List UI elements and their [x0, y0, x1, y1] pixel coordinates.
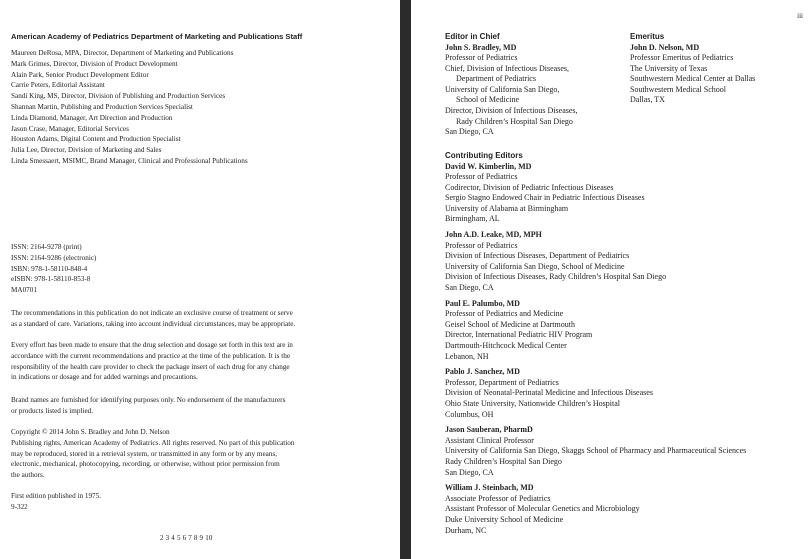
- right-page: [411, 0, 811, 559]
- affiliation-line: Duke University School of Medicine: [445, 514, 564, 524]
- contributor-entry: [445, 230, 746, 294]
- isbn-line: eISBN: 978-1-58110-853-8: [11, 275, 91, 284]
- affiliation-line: Associate Professor of Pediatrics: [445, 493, 551, 503]
- affiliation-line: Division of Infectious Diseases, Rady Children’s Hospital San Diego: [445, 272, 667, 282]
- page-number: iii: [797, 12, 803, 20]
- contributor-entry: [445, 299, 746, 363]
- paragraph-line: Copyright © 2014 John S. Bradley and John D. Nelson: [11, 428, 170, 436]
- paragraph-line: in indications or dosage and for added warnings and precautions.: [11, 373, 198, 382]
- page-gutter: [400, 0, 411, 559]
- contributor-name: Jason Sauberan, PharmD: [445, 425, 533, 435]
- editor-name: John S. Bradley, MD: [445, 42, 517, 52]
- affiliation-line: San Diego, CA: [445, 127, 494, 137]
- affiliation-line: Birmingham, AL: [445, 214, 500, 224]
- affiliation-line: Codirector, Division of Pediatric Infectious Diseases: [445, 182, 614, 192]
- paragraph-line: may be reproduced, stored in a retrieval system, or transmitted in any form or by any means,: [11, 449, 278, 458]
- contributor-entry: [445, 483, 746, 536]
- affiliation-line: University of California San Diego, Skaggs School of Pharmacy and Pharmaceutical Sciences: [445, 446, 747, 456]
- emeritus-affiliations: [630, 53, 755, 106]
- contributor-entry: [445, 162, 746, 226]
- paragraph-line: First edition published in 1975.: [11, 492, 102, 500]
- staff-line: Carrie Peters, Editorial Assistant: [11, 81, 105, 90]
- affiliation-line: Sergio Stagno Endowed Chair in Pediatric Infectious Diseases: [445, 193, 645, 203]
- paragraph-line: Brand names are furnished for identifying purposes only. No endorsement of the manufacturers: [11, 396, 286, 404]
- affiliation-line: Rady Children’s Hospital San Diego: [456, 116, 573, 126]
- affiliation-line: Dartmouth-Hitchcock Medical Center: [445, 341, 567, 350]
- affiliation-line: Division of Neonatal-Perinatal Medicine and Infectious Diseases: [445, 388, 653, 398]
- staff-line: Linda Smessaert, MSIMC, Brand Manager, Clinical and Professional Publications: [11, 156, 248, 165]
- contributor-name: William J. Steinbach, MD: [445, 483, 534, 493]
- edition-paragraph: [11, 491, 351, 513]
- drug-selection-paragraph: [11, 340, 351, 383]
- staff-line: Alain Park, Senior Product Development Editor: [11, 70, 149, 79]
- affiliation-line: The University of Texas: [630, 63, 708, 73]
- contributor-entry: [445, 425, 746, 478]
- affiliation-line: Southwestern Medical Center at Dallas: [630, 74, 756, 84]
- affiliation-line: Geisel School of Medicine at Dartmouth: [445, 319, 575, 329]
- affiliation-line: Professor, Department of Pediatrics: [445, 377, 559, 387]
- affiliation-line: School of Medicine: [456, 95, 520, 105]
- affiliation-line: Professor Emeritus of Pediatrics: [630, 53, 734, 63]
- paragraph-line: 9-322: [11, 502, 28, 511]
- staff-line: Sandi King, MS, Director, Division of Publishing and Production Services: [11, 92, 226, 101]
- copyright-paragraph: [11, 427, 351, 481]
- contributing-editors-block: [445, 151, 746, 541]
- affiliation-line: Columbus, OH: [445, 409, 494, 419]
- affiliation-line: Professor of Pediatrics: [445, 240, 518, 250]
- staff-line: Julia Lee, Director, Division of Marketing and Sales: [11, 146, 162, 155]
- disclaimer-paragraph: [11, 308, 351, 330]
- affiliation-line: Assistant Professor of Molecular Genetics and Microbiology: [445, 504, 640, 514]
- affiliation-line: Professor of Pediatrics and Medicine: [445, 309, 564, 319]
- staff-line: Houston Adams, Digital Content and Production Specialist: [11, 135, 181, 144]
- editor-in-chief-block: [445, 32, 578, 138]
- paragraph-line: electronic, mechanical, photocopying, recording, or otherwise, without prior permission from: [11, 460, 280, 469]
- affiliation-line: Division of Infectious Diseases, Department of Pediatrics: [445, 251, 630, 261]
- isbn-line: ISBN: 978-1-58110-848-4: [11, 264, 88, 273]
- paragraph-line: the authors.: [11, 471, 45, 480]
- paragraph-line: responsibility of the health care provider to check the package insert of each drug for any change: [11, 362, 290, 371]
- affiliation-line: Chief, Division of Infectious Diseases,: [445, 63, 569, 73]
- affiliation-line: Dallas, TX: [630, 95, 665, 105]
- staff-line: Linda Diamond, Manager, Art Direction and Production: [11, 113, 173, 122]
- staff-line: Shannan Martin, Publishing and Production Services Specialist: [11, 102, 193, 111]
- affiliation-line: Professor of Pediatrics: [445, 172, 518, 182]
- emeritus-heading: Emeritus: [630, 32, 665, 41]
- affiliation-line: San Diego, CA: [445, 283, 494, 293]
- isbn-block: [11, 242, 96, 296]
- affiliation-line: Southwestern Medical School: [630, 84, 726, 94]
- paragraph-line: The recommendations in this publication do not indicate an exclusive course of treatment or serve: [11, 309, 293, 317]
- emeritus-block: [630, 32, 755, 106]
- affiliation-line: Durham, NC: [445, 525, 487, 535]
- paragraph-line: or products listed is implied.: [11, 406, 94, 415]
- paragraph-line: Publishing rights, American Academy of Pediatrics. All rights reserved. No part of this publication: [11, 438, 295, 447]
- isbn-line: MA0701: [11, 286, 37, 295]
- affiliation-line: University of Alabama at Birmingham: [445, 203, 569, 213]
- affiliation-line: Rady Children’s Hospital San Diego: [445, 456, 562, 466]
- affiliation-line: Director, International Pediatric HIV Program: [445, 330, 593, 340]
- isbn-line: ISSN: 2164-9278 (print): [11, 243, 82, 251]
- staff-heading: American Academy of Pediatrics Department of Marketing and Publications Staff: [11, 32, 303, 41]
- affiliation-line: University of California San Diego, School of Medicine: [445, 261, 625, 271]
- affiliation-line: San Diego, CA: [445, 467, 494, 477]
- staff-list: [11, 48, 391, 167]
- emeritus-name: John D. Nelson, MD: [630, 42, 700, 52]
- staff-line: Jason Crase, Manager, Editorial Services: [11, 124, 129, 133]
- affiliation-line: Professor of Pediatrics: [445, 53, 518, 63]
- paragraph-line: Every effort has been made to ensure that the drug selection and dosage set forth in this text are in: [11, 341, 293, 349]
- editor-affiliations: [445, 53, 578, 138]
- contributor-name: John A.D. Leake, MD, MPH: [445, 230, 542, 240]
- contributor-name: Paul E. Palumbo, MD: [445, 298, 520, 308]
- affiliation-line: Director, Division of Infectious Diseases,: [445, 106, 578, 116]
- contributor-name: David W. Kimberlin, MD: [445, 161, 532, 171]
- affiliation-line: Department of Pediatrics: [456, 74, 536, 84]
- staff-line: Maureen DeRosa, MPA, Director, Department of Marketing and Publications: [11, 49, 234, 57]
- affiliation-line: Lebanon, NH: [445, 351, 489, 361]
- isbn-line: ISSN: 2164-9286 (electronic): [11, 253, 97, 262]
- contributor-entry: [445, 367, 746, 420]
- print-numbers: 2 3 4 5 6 7 8 9 10: [160, 534, 213, 542]
- affiliation-line: Assistant Clinical Professor: [445, 435, 534, 445]
- staff-line: Mark Grimes, Director, Division of Product Development: [11, 59, 178, 68]
- left-page: [0, 0, 400, 559]
- brand-names-paragraph: [11, 395, 351, 417]
- affiliation-line: Ohio State University, Nationwide Children’s Hospital: [445, 398, 621, 408]
- contrib-heading: Contributing Editors: [445, 151, 523, 160]
- affiliation-line: University of California San Diego,: [445, 84, 560, 94]
- contributors-list: [445, 162, 746, 537]
- paragraph-line: as a standard of care. Variations, taking into account individual circumstances, may be appropriate.: [11, 319, 296, 328]
- paragraph-line: accordance with the current recommendations and practice at the time of the publication. It is the: [11, 351, 291, 360]
- editor-heading: Editor in Chief: [445, 32, 500, 41]
- contributor-name: Pablo J. Sanchez, MD: [445, 367, 520, 377]
